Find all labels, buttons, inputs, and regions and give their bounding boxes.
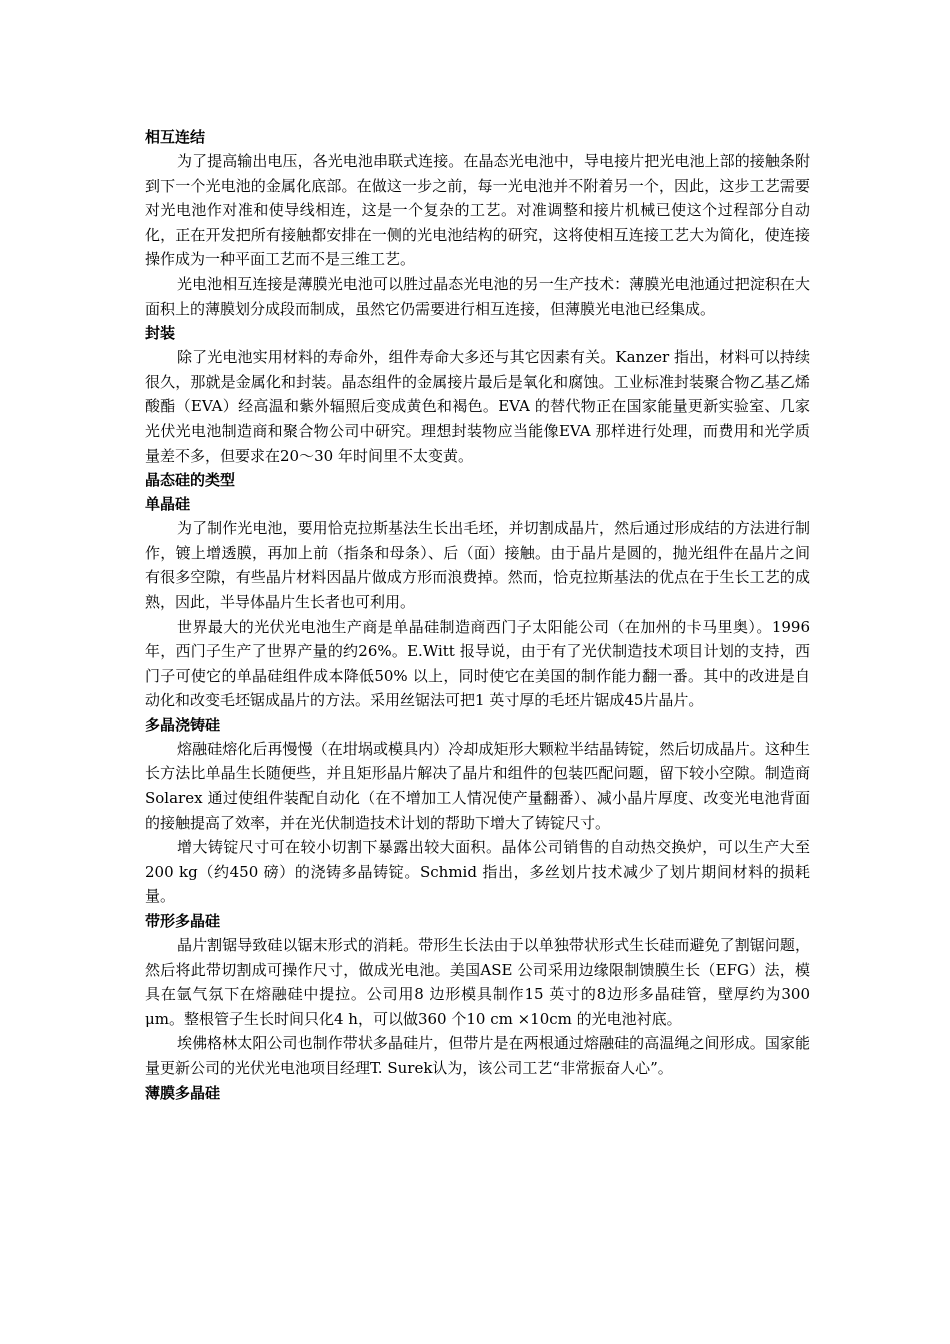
heading-crystalline-silicon-types: 晶态硅的类型	[145, 471, 236, 490]
paragraph: 增大铸锭尺寸可在较小切割下暴露出较大面积。晶体公司销售的自动热交换炉，可以生产大至200 kg（约450 磅）的浇铸多晶铸锭。Schmid 指出，多丝划片技术减少了划片期间材料的损耗量。	[145, 838, 810, 906]
paragraph: 为了制作光电池，要用恰克拉斯基法生长出毛坯，并切割成晶片，然后通过形成结的方法进行制作，镀上增透膜，再加上前（指条和母条）、后（面）接触。由于晶片是圆的，抛光组件在晶片之间有很多空隙，有些晶片材料因晶片做成方形而浪费掉。然而，恰克拉斯基法的优点在于生长工艺的成熟，因此，半导体晶片生长者也可利用。	[145, 519, 810, 611]
heading-ribbon-polycrystalline: 带形多晶硅	[145, 912, 221, 931]
paragraph: 晶片割锯导致硅以锯末形式的消耗。带形生长法由于以单独带状形式生长硅而避免了割锯问题，然后将此带切割成可操作尺寸，做成光电池。美国ASE 公司采用边缘限制馈膜生长（EFG）法，模具在氩气氛下在熔融硅中提拉。公司用8 边形模具制作15 英寸的8边形多晶硅管，壁厚约为300 μm。整根管子生长时间只化4 h，可以做360 个10 cm ×10cm 的光电池衬底。	[145, 936, 810, 1028]
paragraph: 埃佛格林太阳公司也制作带状多晶硅片，但带片是在两根通过熔融硅的高温绳之间形成。国家能量更新公司的光伏光电池项目经理T. Surek认为，该公司工艺“非常振奋人心”。	[145, 1034, 810, 1077]
paragraph: 熔融硅熔化后再慢慢（在坩埚或模具内）冷却成矩形大颗粒半结晶铸锭，然后切成晶片。这种生长方法比单晶生长随便些，并且矩形晶片解决了晶片和组件的包装匹配问题，留下较小空隙。制造商Solarex 通过使组件装配自动化（在不增加工人情况使产量翻番）、减小晶片厚度、改变光电池背面的接触提高了效率，并在光伏制造技术计划的帮助下增大了铸锭尺寸。	[145, 739, 810, 832]
heading-thin-film-polycrystalline: 薄膜多晶硅	[145, 1083, 221, 1102]
heading-encapsulation: 封装	[145, 324, 176, 343]
paragraph: 世界最大的光伏光电池生产商是单晶硅制造商西门子太阳能公司（在加州的卡马里奥）。1996 年，西门子生产了世界产量的约26%。E.Witt 报导说，由于有了光伏制造技术项目计划的支持，西门子可使它的单晶硅组件成本降低50% 以上，同时使它在美国的制作能力翻一番。其中的改进是自动化和改变毛坯锯成晶片的方法。采用丝锯法可把1 英寸厚的毛坯片锯成45片晶片。	[145, 617, 810, 710]
heading-cast-polycrystalline: 多晶浇铸硅	[145, 715, 221, 734]
heading-interconnect: 相互连结	[145, 128, 206, 146]
document-body	[145, 125, 810, 1105]
heading-monocrystalline: 单晶硅	[145, 495, 191, 514]
paragraph: 除了光电池实用材料的寿命外，组件寿命大多还与其它因素有关。Kanzer 指出，材料可以持续很久，那就是金属化和封装。晶态组件的金属接片最后是氧化和腐蚀。工业标准封装聚合物乙基乙烯酸酯（EVA）经高温和紫外辐照后变成黄色和褐色。EVA 的替代物正在国家能量更新实验室、几家光伏光电池制造商和聚合物公司中研究。理想封装物应当能像EVA 那样进行处理，而费用和光学质量差不多，但要求在20～30 年时间里不太变黄。	[145, 348, 810, 465]
paragraph: 为了提高输出电压，各光电池串联式连接。在晶态光电池中，导电接片把光电池上部的接触条附到下一个光电池的金属化底部。在做这一步之前，每一光电池并不附着另一个，因此，这步工艺需要对光电池作对准和使导线相连，这是一个复杂的工艺。对准调整和接片机械已使这个过程部分自动化，正在开发把所有接触都安排在一侧的光电池结构的研究，这将使相互连接工艺大为简化，使连接操作成为一种平面工艺而不是三维工艺。	[145, 152, 810, 269]
paragraph: 光电池相互连接是薄膜光电池可以胜过晶态光电池的另一生产技术：薄膜光电池通过把淀积在大面积上的薄膜划分成段而制成，虽然它仍需要进行相互连接，但薄膜光电池已经集成。	[145, 274, 810, 318]
